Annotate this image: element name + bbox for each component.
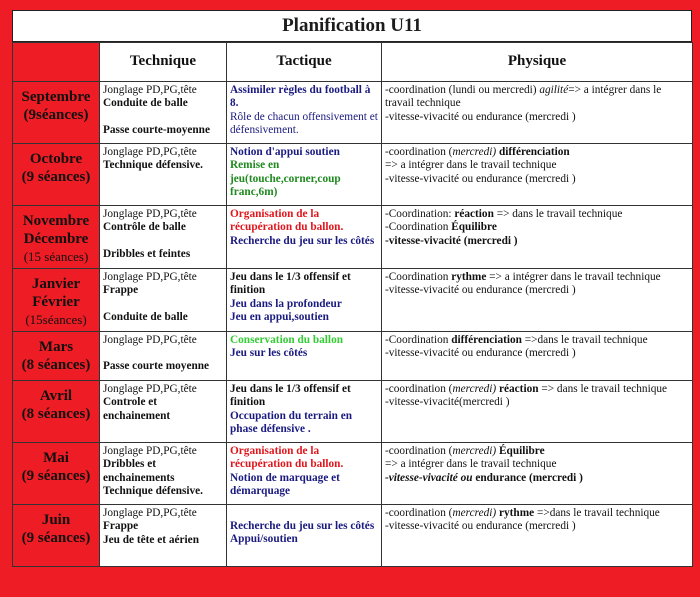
physique-line: -vitesse-vivacité ou endurance (mercredi ) bbox=[385, 347, 576, 360]
month-label: Décembre bbox=[23, 231, 89, 247]
tactique-line: Jeu dans la profondeur bbox=[230, 297, 342, 310]
physique-line: -vitesse-vivacité ou endurance (mercredi ) bbox=[385, 172, 576, 185]
technique-avril bbox=[100, 381, 227, 443]
physique-line: -vitesse-vivacité ou endurance (mercredi ) bbox=[385, 284, 576, 297]
technique-line: Contrôle de balle bbox=[103, 221, 186, 234]
tactique-septembre bbox=[227, 82, 382, 144]
tactique-line: Rôle de chacun offensivement et défensivement. bbox=[230, 110, 378, 137]
technique-line: Jonglage PD,PG,tête bbox=[103, 208, 197, 220]
technique-line: Jonglage PD,PG,tête bbox=[103, 383, 197, 395]
tactique-line: Assimiler règles du football à 8. bbox=[230, 84, 371, 110]
technique-mars bbox=[100, 332, 227, 381]
month-avril bbox=[13, 381, 100, 443]
physique-janvier-fevrier bbox=[382, 269, 693, 332]
tactique-line: Recherche du jeu sur les côtés bbox=[230, 520, 375, 532]
physique-avril bbox=[382, 381, 693, 443]
physique-line: -coordination (lundi ou mercredi) agilité=> a intégrer dans le travail technique bbox=[385, 84, 662, 110]
header-technique: Technique bbox=[100, 43, 227, 82]
technique-septembre bbox=[100, 82, 227, 144]
header-row bbox=[13, 43, 693, 82]
month-novembre-decembre bbox=[13, 206, 100, 269]
technique-line: Jonglage PD,PG,tête bbox=[103, 271, 197, 283]
physique-line: -vitesse-vivacité (mercredi ) bbox=[385, 234, 518, 247]
month-label: Mars bbox=[38, 339, 74, 355]
tactique-line: Notion de marquage et démarquage bbox=[230, 471, 340, 498]
technique-line: Conduite de balle bbox=[103, 310, 188, 323]
tactique-novembre-decembre bbox=[227, 206, 382, 269]
tactique-line: Conservation du ballon bbox=[230, 334, 343, 346]
technique-octobre bbox=[100, 144, 227, 206]
technique-line: Jeu de tête et aérien bbox=[103, 533, 199, 546]
physique-line: -coordination (mercredi) Équilibre bbox=[385, 445, 545, 457]
physique-line: -vitesse-vivacité(mercredi ) bbox=[385, 396, 510, 409]
page-title: Planification U11 bbox=[12, 10, 692, 42]
month-mars bbox=[13, 332, 100, 381]
planning-table bbox=[12, 42, 693, 567]
tactique-line: Organisation de la récupération du ballon. bbox=[230, 208, 344, 234]
physique-octobre bbox=[382, 144, 693, 206]
technique-line: Conduite de balle bbox=[103, 97, 188, 110]
physique-line: -vitesse-vivacité ou endurance (mercredi ) bbox=[385, 471, 583, 484]
technique-line: enchainement bbox=[103, 409, 171, 422]
physique-mai bbox=[382, 443, 693, 505]
row-mars bbox=[13, 332, 693, 381]
technique-novembre-decembre bbox=[100, 206, 227, 269]
technique-line: Dribbles et feintes bbox=[103, 247, 191, 260]
tactique-line: Jeu dans le 1/3 offensif et finition bbox=[230, 383, 351, 409]
month-label: Juin bbox=[41, 512, 71, 528]
physique-line: -coordination (mercredi) rythme =>dans le travail technique bbox=[385, 507, 660, 519]
tactique-line: Recherche du jeu sur les côtés bbox=[230, 234, 375, 247]
physique-line: -vitesse-vivacité ou endurance (mercredi ) bbox=[385, 520, 576, 533]
physique-mars bbox=[382, 332, 693, 381]
row-janvier-fevrier bbox=[13, 269, 693, 332]
tactique-line: Remise en jeu(touche,corner,coup franc,6m) bbox=[230, 159, 341, 199]
physique-line: -Coordination différenciation =>dans le travail technique bbox=[385, 334, 648, 346]
tactique-mai bbox=[227, 443, 382, 505]
physique-line: -Coordination rythme => a intégrer dans le travail technique bbox=[385, 271, 661, 283]
month-sessions: (15séances) bbox=[25, 312, 87, 327]
month-sessions: (9 séances) bbox=[21, 530, 91, 546]
physique-line: => a intégrer dans le travail technique bbox=[385, 458, 557, 471]
header-physique: Physique bbox=[382, 43, 693, 82]
row-octobre bbox=[13, 144, 693, 206]
month-sessions: (9 séances) bbox=[21, 468, 91, 484]
month-label: Avril bbox=[39, 388, 73, 404]
physique-line: -Coordination Équilibre bbox=[385, 221, 497, 234]
tactique-line: Jeu dans le 1/3 offensif et finition bbox=[230, 271, 351, 297]
month-label: Novembre bbox=[22, 213, 90, 229]
month-janvier-fevrier bbox=[13, 269, 100, 332]
month-octobre bbox=[13, 144, 100, 206]
tactique-avril bbox=[227, 381, 382, 443]
row-juin bbox=[13, 505, 693, 567]
technique-line: Frappe bbox=[103, 520, 139, 533]
header-tactique: Tactique bbox=[227, 43, 382, 82]
header-corner bbox=[13, 43, 100, 82]
technique-line: Jonglage PD,PG,tête bbox=[103, 445, 197, 457]
month-label: Octobre bbox=[29, 151, 83, 167]
month-juin bbox=[13, 505, 100, 567]
month-sessions: (9séances) bbox=[23, 107, 89, 123]
month-label: Janvier bbox=[31, 276, 81, 292]
tactique-mars bbox=[227, 332, 382, 381]
row-novembre-decembre bbox=[13, 206, 693, 269]
month-mai bbox=[13, 443, 100, 505]
tactique-line: Notion d'appui soutien bbox=[230, 146, 340, 158]
technique-line: Jonglage PD,PG,tête bbox=[103, 84, 197, 96]
physique-juin bbox=[382, 505, 693, 567]
tactique-janvier-fevrier bbox=[227, 269, 382, 332]
month-label: Mai bbox=[43, 450, 69, 466]
physique-line: => a intégrer dans le travail technique bbox=[385, 159, 557, 172]
physique-line: -vitesse-vivacité ou endurance (mercredi ) bbox=[385, 110, 576, 123]
bottom-bar bbox=[12, 580, 692, 592]
tactique-octobre bbox=[227, 144, 382, 206]
row-septembre bbox=[13, 82, 693, 144]
technique-line: Technique défensive. bbox=[103, 159, 204, 172]
technique-line: Passe courte moyenne bbox=[103, 360, 210, 373]
technique-mai bbox=[100, 443, 227, 505]
technique-line: Jonglage PD,PG,tête bbox=[103, 507, 197, 519]
tactique-line: Occupation du terrain en phase défensive . bbox=[230, 409, 353, 436]
month-label: Février bbox=[32, 294, 80, 310]
technique-janvier-fevrier bbox=[100, 269, 227, 332]
technique-line: Jonglage PD,PG,tête bbox=[103, 334, 197, 346]
tactique-line: Jeu sur les côtés bbox=[230, 347, 308, 360]
tactique-line: Appui/soutien bbox=[230, 533, 298, 546]
technique-line: Controle et bbox=[103, 396, 158, 409]
tactique-juin bbox=[227, 505, 382, 567]
month-septembre bbox=[13, 82, 100, 144]
technique-juin bbox=[100, 505, 227, 567]
technique-line: Frappe bbox=[103, 284, 139, 297]
technique-line: Jonglage PD,PG,tête bbox=[103, 146, 197, 158]
row-mai bbox=[13, 443, 693, 505]
month-sessions: (8 séances) bbox=[21, 357, 91, 373]
technique-line: Technique défensive. bbox=[103, 485, 204, 498]
technique-line: Passe courte-moyenne bbox=[103, 123, 210, 136]
physique-line: -coordination (mercredi) réaction => dans le travail technique bbox=[385, 383, 668, 395]
month-sessions: (15 séances) bbox=[23, 249, 89, 264]
technique-line: Dribbles et enchainements bbox=[103, 458, 175, 484]
row-avril bbox=[13, 381, 693, 443]
month-sessions: (9 séances) bbox=[21, 169, 91, 185]
month-label: Septembre bbox=[21, 89, 91, 105]
physique-novembre-decembre bbox=[382, 206, 693, 269]
physique-line: -coordination (mercredi) différenciation bbox=[385, 146, 570, 158]
month-sessions: (8 séances) bbox=[21, 406, 91, 422]
physique-line: -Coordination: réaction => dans le travail technique bbox=[385, 208, 623, 220]
tactique-line: Organisation de la récupération du ballon. bbox=[230, 445, 344, 471]
physique-septembre bbox=[382, 82, 693, 144]
tactique-line: Jeu en appui,soutien bbox=[230, 311, 329, 324]
